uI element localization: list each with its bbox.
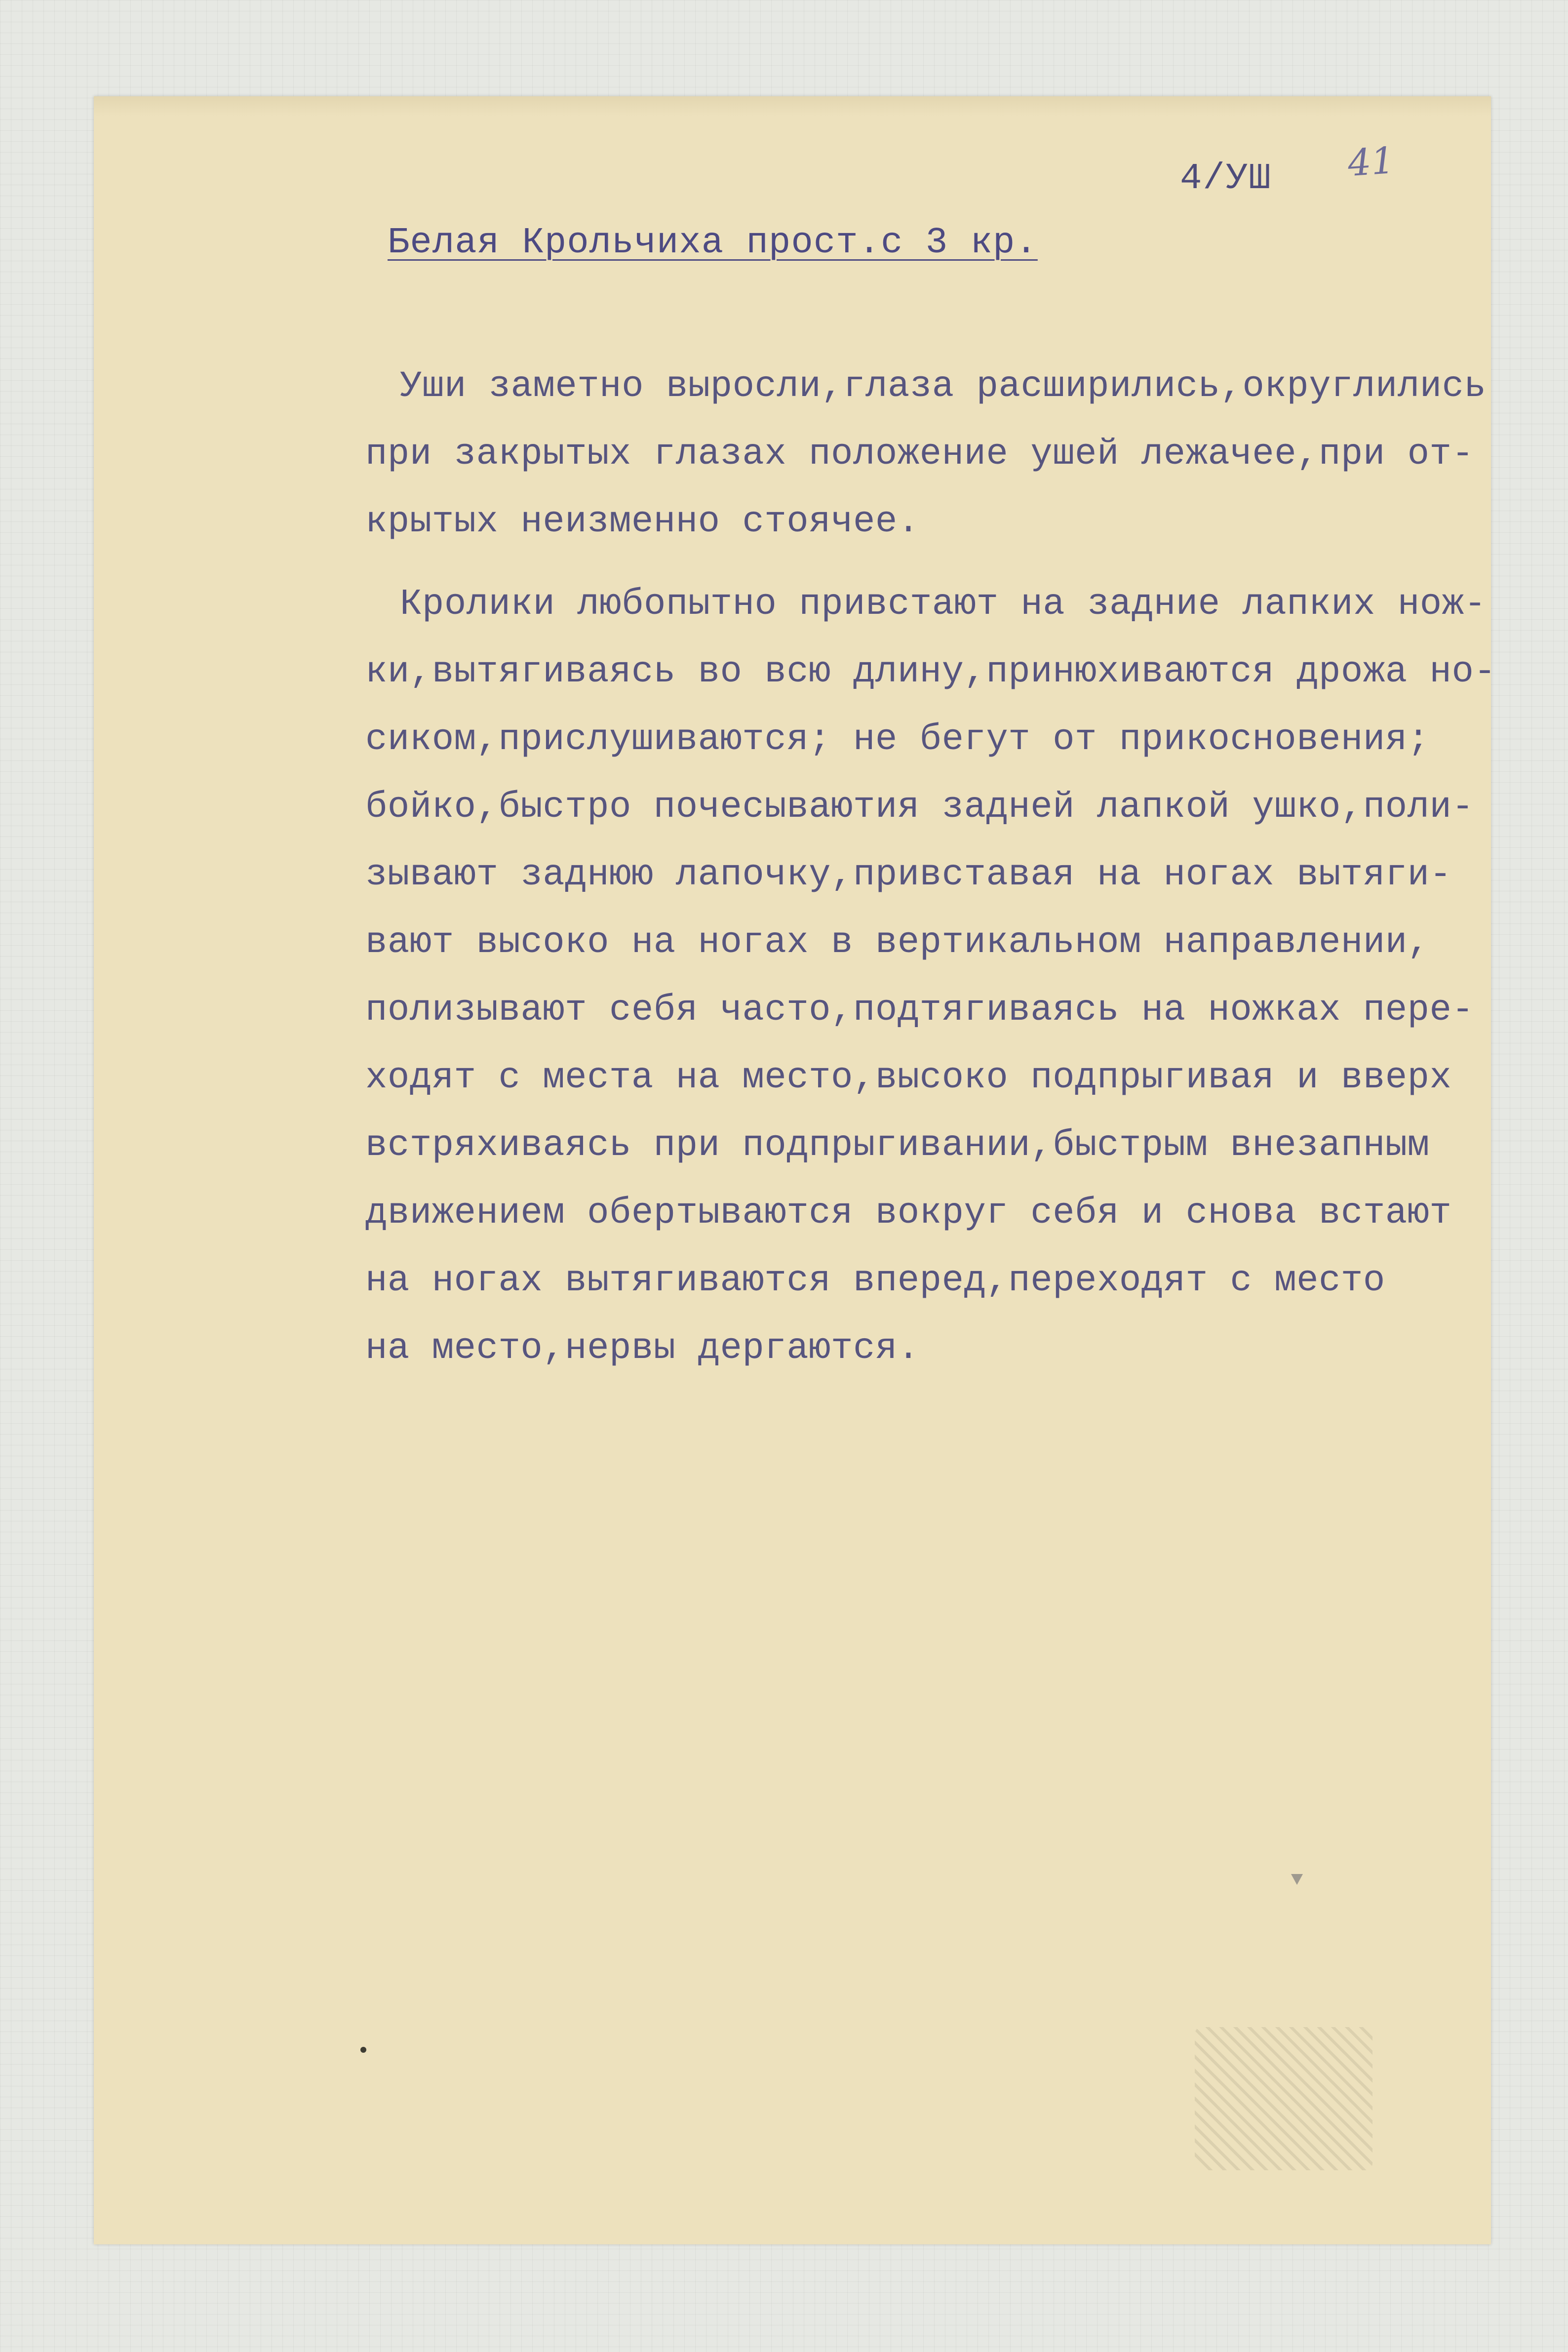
text-line: при закрытых глазах положение ушей лежачее,при от- xyxy=(365,434,1474,475)
paragraph-2 xyxy=(365,571,1501,1383)
text-line: на место,нервы дергаются. xyxy=(365,1328,920,1369)
text-line: встряхиваясь при подпрыгивании,быстрым внезапным xyxy=(365,1125,1430,1166)
paragraph-1 xyxy=(365,353,1501,556)
text-line: ки,вытягиваясь во всю длину,принюхиваются дрожа но- xyxy=(365,651,1496,693)
text-line: Кролики любопытно привстают на задние лапких нож- xyxy=(400,584,1487,625)
page-number: 4/УШ xyxy=(1180,158,1272,199)
ink-mark xyxy=(1291,1874,1303,1885)
text-line: зывают заднюю лапочку,привставая на ногах вытяги- xyxy=(365,854,1452,896)
text-line: сиком,прислушиваются; не бегут от прикосновения; xyxy=(365,719,1430,760)
document-title: Белая Крольчиха прост.с 3 кр. xyxy=(388,222,1038,264)
faded-stamp xyxy=(1195,2027,1372,2170)
text-line: бойко,быстро почесываютия задней лапкой ушко,поли- xyxy=(365,787,1474,828)
text-line: на ногах вытягиваются вперед,переходят с место xyxy=(365,1260,1385,1302)
text-line: движением обертываются вокруг себя и снова встают xyxy=(365,1193,1452,1234)
ink-dot xyxy=(360,2047,366,2053)
text-line: Уши заметно выросли,глаза расширились,округлились xyxy=(400,366,1487,407)
text-line: ходят с места на место,высоко подпрыгивая и вверх xyxy=(365,1057,1452,1099)
document-body xyxy=(365,353,1501,1383)
text-line: полизывают себя часто,подтягиваясь на ножках пере- xyxy=(365,990,1474,1031)
text-line: крытых неизменно стоячее. xyxy=(365,501,920,543)
paragraph-gap xyxy=(365,556,1501,571)
text-line: вают высоко на ногах в вертикальном направлении, xyxy=(365,922,1430,963)
folio-number: 41 xyxy=(1346,139,1396,185)
document-sheet xyxy=(94,96,1496,2244)
